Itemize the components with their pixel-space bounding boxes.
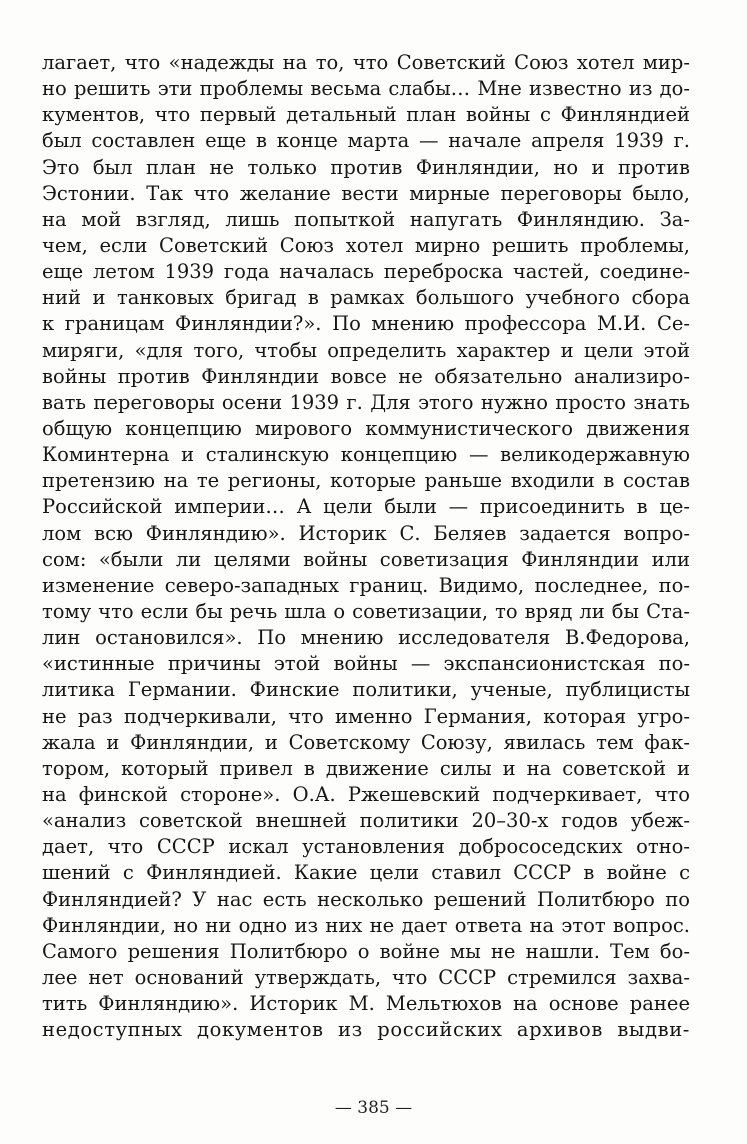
text-line: еще летом 1939 года началась переброска частей, соедине- xyxy=(42,260,690,284)
text-line: тить Финляндию». Историк М. Мельтюхов на основе ранее xyxy=(42,992,690,1016)
text-line: вать переговоры осени 1939 г. Для этого нужно просто знать xyxy=(42,390,690,414)
text-line: на мой взгляд, лишь попыткой напугать Финляндию. За- xyxy=(42,207,690,231)
text-line: не раз подчеркивали, что именно Германия, которая угро- xyxy=(42,704,690,728)
text-line: лее нет оснований утверждать, что СССР стремился захва- xyxy=(42,965,690,989)
text-line: Коминтерна и сталинскую концепцию — великодержавную xyxy=(42,443,690,467)
text-line: войны против Финляндии вовсе не обязательно анализиро- xyxy=(42,364,690,388)
text-line: чем, если Советский Союз хотел мирно решить проблемы, xyxy=(42,233,690,257)
text-line: лагает, что «надежды на то, что Советский Союз хотел мир- xyxy=(42,51,690,74)
text-line: Это был план не только против Финляндии, но и против xyxy=(42,155,690,179)
text-line: тому что если бы речь шла о советизации, то вряд ли бы Ста- xyxy=(42,599,690,623)
text-line: лин остановился». По мнению исследователя В.Федорова, xyxy=(42,626,690,650)
text-line: кументов, что первый детальный план войны с Финляндией xyxy=(42,103,690,127)
text-line: тором, который привел в движение силы и на советской и xyxy=(42,756,690,780)
text-line: литика Германии. Финские политики, ученые, публицисты xyxy=(42,678,690,702)
text-line: Финляндией? У нас есть несколько решений Политбюро по xyxy=(42,887,690,911)
text-line: претензию на те регионы, которые раньше входили в состав xyxy=(42,469,690,493)
text-line: ний и танковых бригад в рамках большого учебного сбора xyxy=(42,286,690,310)
text-line: Эстонии. Так что желание вести мирные переговоры было, xyxy=(42,181,690,205)
body-text xyxy=(42,50,690,1043)
text-line: на финской стороне». О.А. Ржешевский подчеркивает, что xyxy=(42,782,690,806)
text-line: «анализ советской внешней политики 20–30-х годов убеж- xyxy=(42,809,690,833)
text-line: изменение северо-западных границ. Видимо, последнее, по- xyxy=(42,573,690,597)
text-line: жала и Финляндии, и Советскому Союзу, явилась тем фак- xyxy=(42,730,690,754)
text-line: миряги, «для того, чтобы определить характер и цели этой xyxy=(42,338,690,362)
text-line: общую концепцию мирового коммунистического движения xyxy=(42,416,690,440)
text-line: сом: «были ли целями войны советизация Финляндии или xyxy=(42,547,690,571)
text-line: но решить эти проблемы весьма слабы… Мне известно из до- xyxy=(42,77,690,101)
text-line: Финляндии, но ни одно из них не дает ответа на этот вопрос. xyxy=(42,913,690,937)
text-line: «истинные причины этой войны — экспансионистская по- xyxy=(42,652,690,676)
text-line: дает, что СССР искал установления добрососедских отно- xyxy=(42,835,690,859)
text-line: к границам Финляндии?». По мнению профессора М.И. Се- xyxy=(42,312,690,336)
text-line: Самого решения Политбюро о войне мы не нашли. Тем бо- xyxy=(42,939,690,963)
text-line: недоступных документов из российских архивов выдви- xyxy=(42,1018,690,1042)
text-line: Российской империи… А цели были — присоединить в це- xyxy=(42,495,690,519)
text-line: лом всю Финляндию». Историк С. Беляев задается вопро- xyxy=(42,521,690,545)
text-line: шений с Финляндией. Какие цели ставил СССР в войне с xyxy=(42,861,690,885)
page-number: — 385 — xyxy=(334,1098,413,1118)
text-line: был составлен еще в конце марта — начале апреля 1939 г. xyxy=(42,129,690,153)
